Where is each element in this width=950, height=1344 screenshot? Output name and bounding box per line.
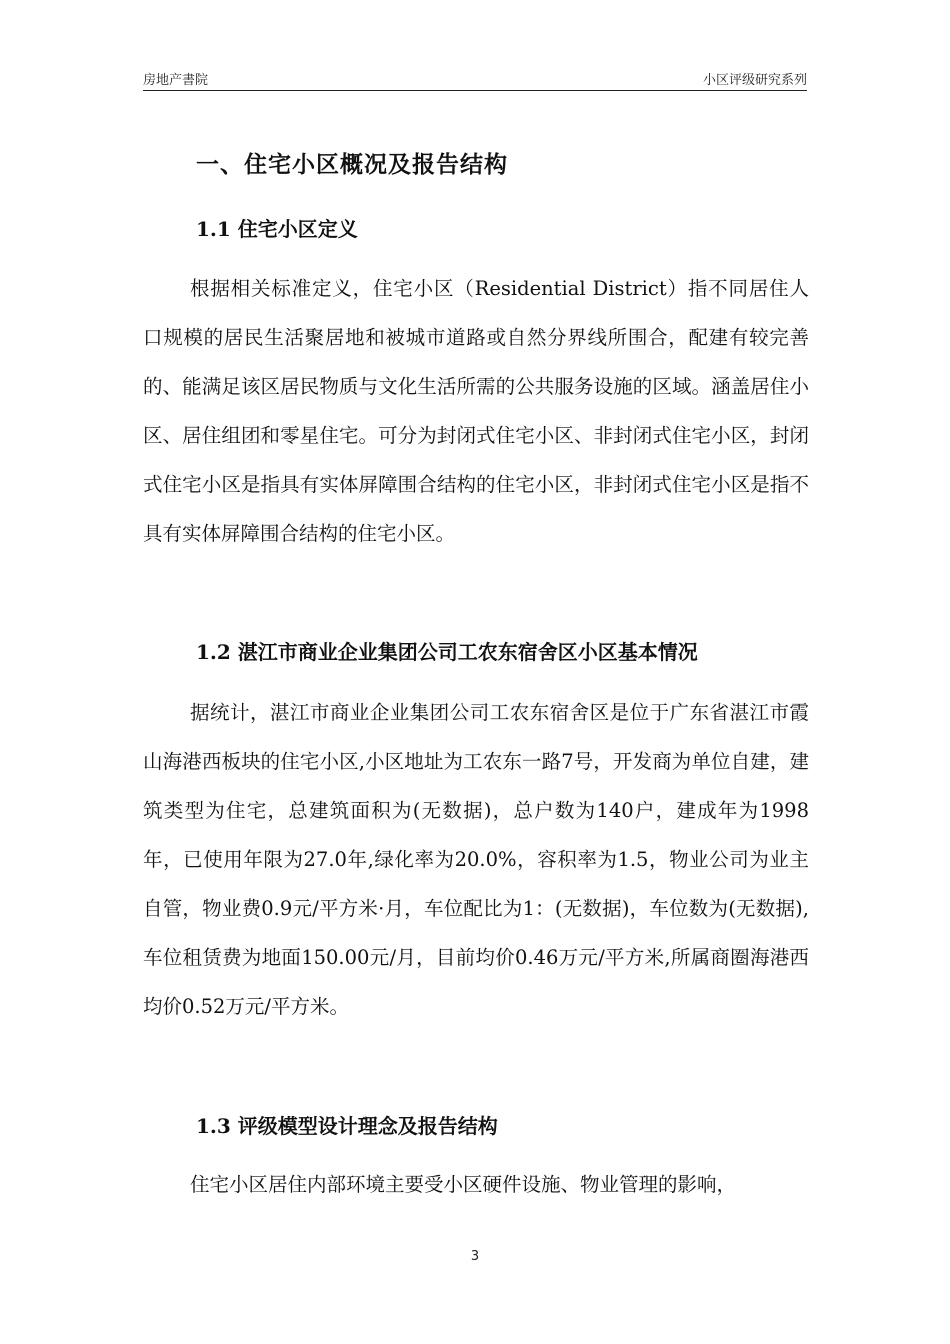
section-paragraph-1-3: 住宅小区居住内部环境主要受小区硬件设施、物业管理的影响， xyxy=(190,1173,737,1196)
section-paragraph-1-2: 据统计，湛江市商业企业集团公司工农东宿舍区是位于广东省湛江市霞山海港西板块的住宅小区,小区地址为工农东一路7号，开发商为单位自建，建筑类型为住宅，总建筑面积为(无数据)，总户数为140户，建成年为1998年，已使用年限为27.0年,绿化率为20.0%，容积率为1.5，物业公司为业主自管，物业费0.9元/平方米·月，车位配比为1：(无数据)，车位数为(无数据),车位租赁费为地面150.00元/月，目前均价0.46万元/平方米,所属商圈海港西均价0.52万元/平方米。 xyxy=(143,701,809,1018)
header-right-text: 小区评级研究系列 xyxy=(702,73,807,88)
chapter-title: 一、住宅小区概况及报告结构 xyxy=(196,151,508,178)
header-left-text: 房地产書院 xyxy=(143,73,209,88)
page-number: 3 xyxy=(470,1249,480,1264)
section-paragraph-1-1: 根据相关标准定义，住宅小区（Residential District）指不同居住人口规模的居民生活聚居地和被城市道路或自然分界线所围合，配建有较完善的、能满足该区居民物质与文化生活所需的公共服务设施的区域。涵盖居住小区、居住组团和零星住宅。可分为封闭式住宅小区、非封闭式住宅小区，封闭式住宅小区是指具有实体屏障围合结构的住宅小区，非封闭式住宅小区是指不具有实体屏障围合结构的住宅小区。 xyxy=(143,277,809,545)
section-heading-1-3: 1.3 评级模型设计理念及报告结构 xyxy=(196,1114,498,1138)
page-header xyxy=(143,66,807,91)
section-heading-1-1: 1.1 住宅小区定义 xyxy=(196,217,358,241)
section-heading-1-2: 1.2 湛江市商业企业集团公司工农东宿舍区小区基本情况 xyxy=(196,640,698,664)
